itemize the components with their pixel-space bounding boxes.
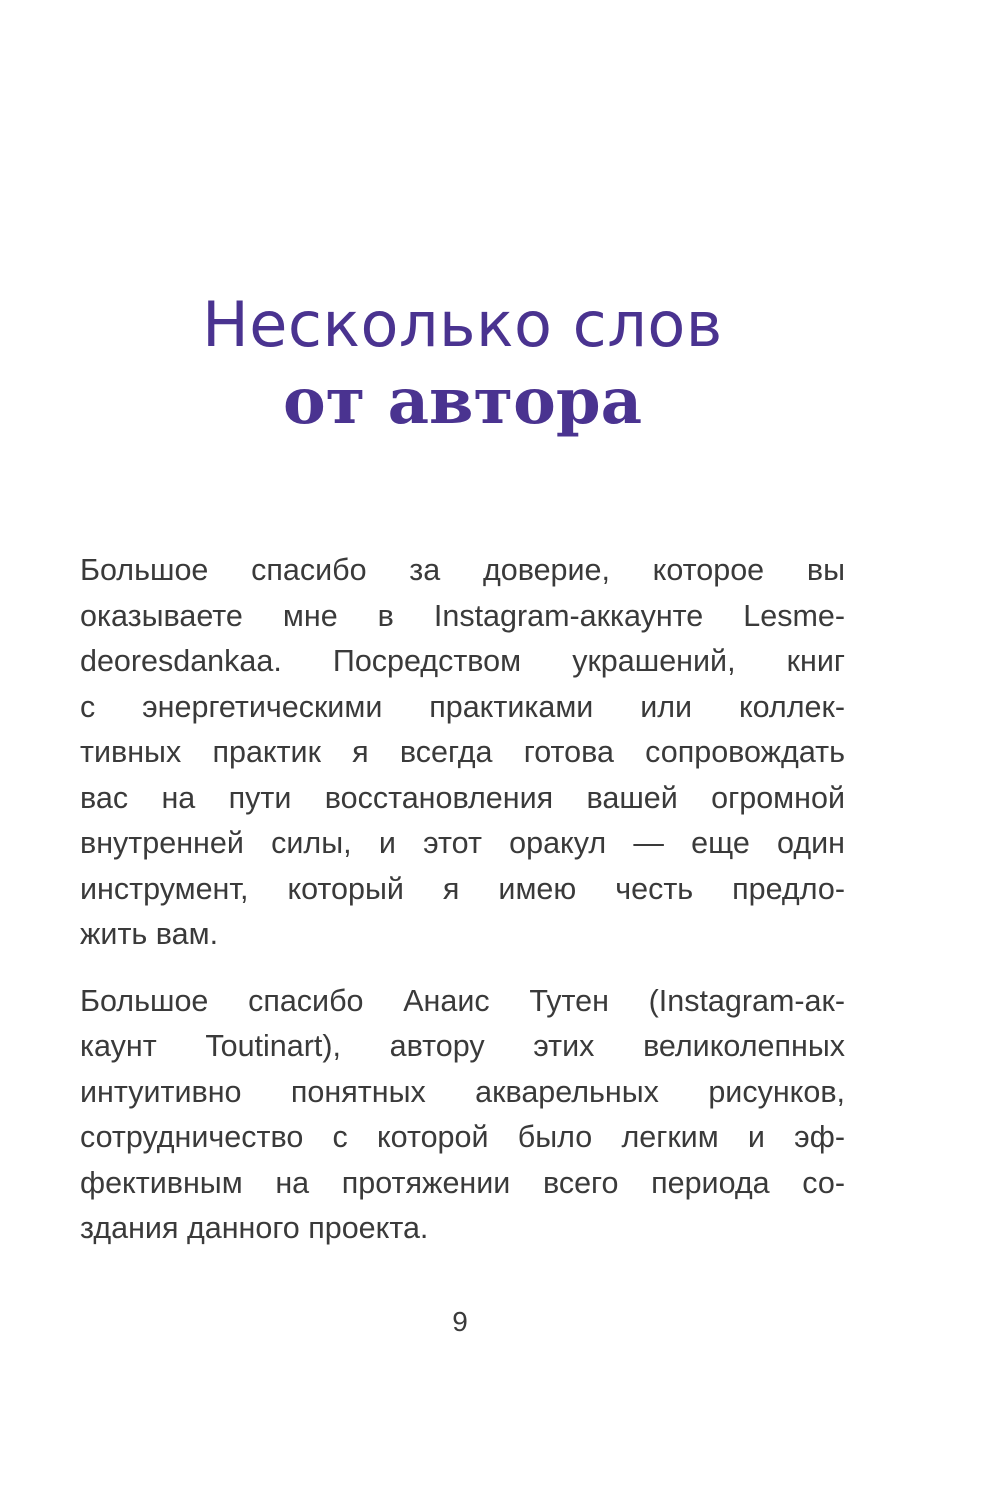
text-line: жить вам. (80, 917, 219, 951)
text-line: интуитивно понятных акварельных рисунков, (80, 1074, 845, 1109)
text-line: инструмент, который я имею честь предло- (80, 871, 845, 906)
text-line: фективным на протяжении всего периода со- (80, 1165, 845, 1200)
chapter-title (0, 288, 925, 442)
text-line: сотрудничество с которой было легким и эф- (80, 1120, 845, 1154)
text-line: с энергетическими практиками или коллек- (80, 689, 845, 724)
paragraph-2 (80, 979, 845, 1252)
chapter-title-line-1: Несколько слов (202, 288, 723, 361)
text-line: Большое спасибо Анаис Тутен (Instagram-ак- (80, 983, 845, 1018)
text-line: внутренней силы, и этот оракул — еще один (80, 826, 845, 860)
text-line: вас на пути восстановления вашей огромной (80, 780, 845, 815)
text-line: deoresdankaa. Посредством украшений, книг (80, 644, 845, 678)
page-number: 9 (452, 1306, 468, 1337)
text-line: тивных практик я всегда готова сопровождать (80, 735, 845, 769)
text-line: Большое спасибо за доверие, которое вы (80, 553, 845, 587)
text-line: каунт Toutinart), автору этих великолепных (80, 1029, 845, 1063)
body-text (80, 548, 845, 1252)
text-line: оказываете мне в Instagram-аккаунте Lesme- (80, 598, 845, 633)
text-line: здания данного проекта. (80, 1211, 429, 1245)
chapter-title-line-2: от автора (282, 364, 643, 439)
paragraph-1 (80, 548, 845, 958)
